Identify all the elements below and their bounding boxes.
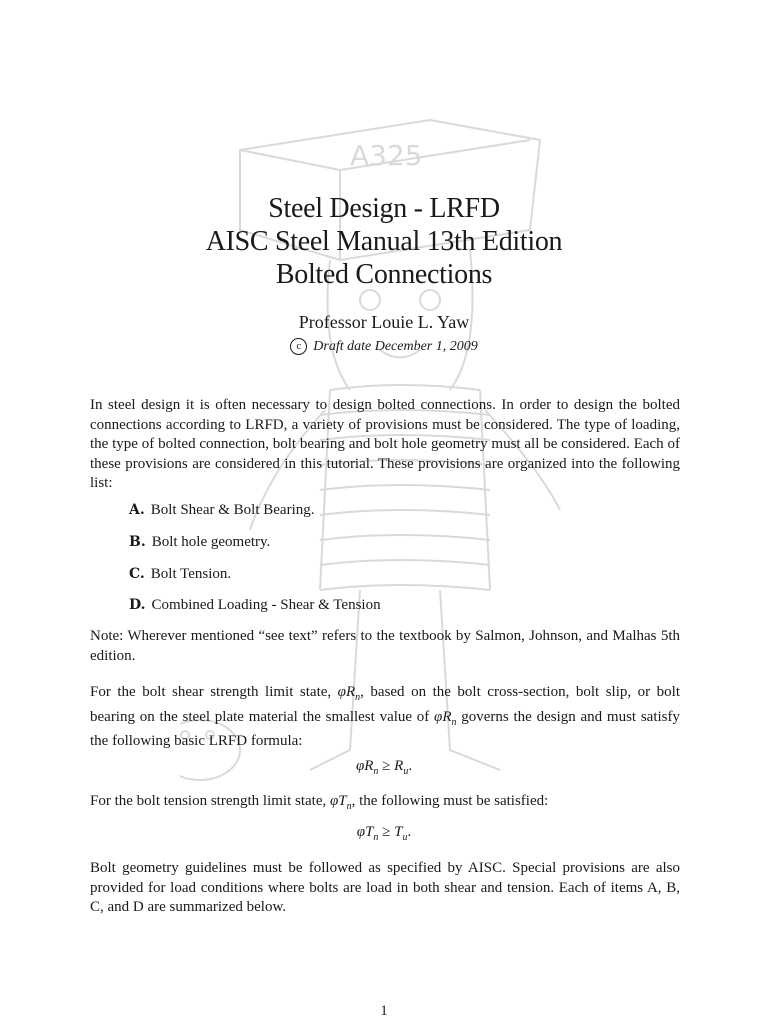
list-text: Bolt Shear & Bolt Bearing. [150,502,315,518]
equation-rhs-sub: u [403,766,409,777]
equation-operator: ≥ [378,824,395,840]
list-text: Bolt hole geometry. [151,534,271,550]
shear-paragraph [90,683,680,752]
subscript-n: n [346,801,352,812]
phi-r-text: φR [434,708,452,725]
equation-rhs: R [394,758,404,774]
equation-operator: ≥ [378,758,395,774]
shear-text-2: , based on the bolt cross-section, bolt slip, or bolt bearing on the steel plate material the smallest value of [90,684,681,725]
list-letter: A. [129,502,145,518]
equation-period: . [407,824,412,840]
note-paragraph: Note: Wherever mentioned “see text” refers to the textbook by Salmon, Johnson, and Malhas 5th edition. [90,628,680,664]
shear-text-3: governs the design and must satisfy the following basic LRFD formula: [90,708,680,749]
title-line-2: AISC Steel Manual 13th Edition [205,226,563,257]
author-name: Professor Louie L. Yaw [298,312,470,332]
intro-paragraph: In steel design it is often necessary to design bolted connections. In order to design the bolted connections according to LRFD, a variety of provisions must be considered. The type of loading, the type of bolted connection, bolt bearing and bolt hole geometry must all be considered. Each of these provisions are considered in this tutorial. These provisions are organized into the following list: [90,397,680,491]
tension-text-2: , the following must be satisfied: [351,793,549,809]
phi-rn-symbol [337,684,361,703]
equation-period: . [408,758,413,774]
draft-date-text: Draft date December 1, 2009 [313,339,478,354]
draft-date [0,338,768,355]
list-item-c [129,566,231,583]
shear-text-1: For the bolt shear strength limit state, [90,684,338,700]
equation-lhs: φT [356,824,374,840]
document-title [0,192,768,291]
tension-text-1: For the bolt tension strength limit state, [90,793,330,809]
list-letter: C. [129,566,145,582]
copyright-symbol: c [290,338,307,355]
list-item-b [129,534,270,551]
tension-paragraph [90,792,680,817]
list-text: Combined Loading - Shear & Tension [151,597,381,613]
phi-tn-symbol [329,793,352,812]
phi-t-text: φT [329,793,347,809]
equation-shear [0,758,768,777]
equation-tension [0,824,768,843]
list-text: Bolt Tension. [150,566,232,582]
title-line-3: Bolted Connections [275,259,493,290]
title-line-1: Steel Design - LRFD [268,193,500,224]
subscript-n: n [355,692,361,703]
page-number: 1 [380,1003,388,1019]
equation-rhs: T [394,824,403,840]
watermark-text: A325 [350,139,423,172]
phi-r-text: φR [337,684,356,700]
phi-rn-symbol [434,708,457,728]
list-item-d [129,597,381,614]
list-item-a [129,502,314,519]
equation-lhs-sub: n [373,832,379,843]
subscript-n: n [451,716,457,728]
geometry-paragraph: Bolt geometry guidelines must be followed as specified by AISC. Special provisions are also provided for load conditions where bolts are load in both shear and tension. Each of items A, B, C, and D are summarized below. [90,860,680,915]
list-letter: D. [129,597,146,613]
equation-lhs-sub: n [373,766,379,777]
list-letter: B. [129,534,146,550]
equation-rhs-sub: u [402,832,408,843]
equation-lhs: φR [355,758,374,774]
